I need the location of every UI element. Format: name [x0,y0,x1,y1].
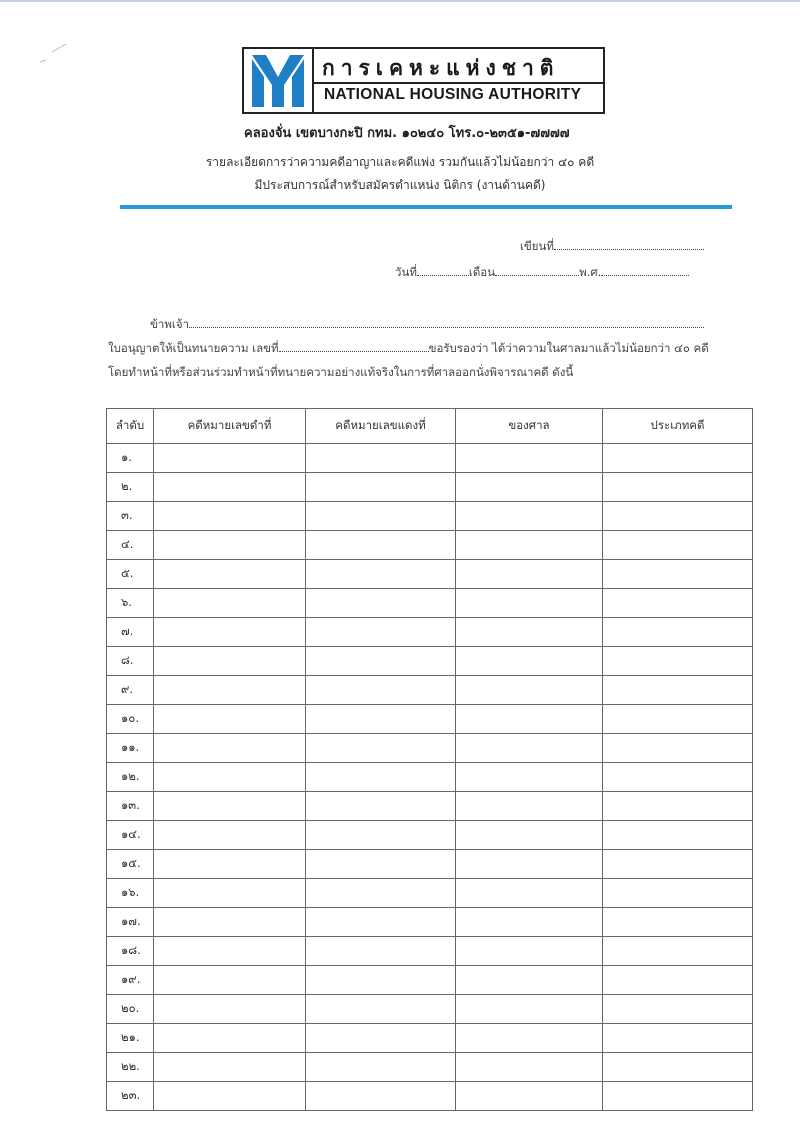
certify-text: ขอรับรองว่า ได้ว่าความในศาลมาแล้วไม่น้อยกว่า ๔๐ คดี [428,341,709,355]
court-cell[interactable] [456,763,603,792]
red-case-cell[interactable] [306,473,456,502]
written-at-field[interactable] [554,239,704,250]
table-row [107,1053,753,1082]
declarant-label: ข้าพเจ้า [150,317,190,331]
court-cell[interactable] [456,937,603,966]
court-cell[interactable] [456,734,603,763]
case-type-cell[interactable] [603,647,753,676]
row-number: ๘. [107,647,154,676]
case-type-cell[interactable] [603,763,753,792]
court-cell[interactable] [456,792,603,821]
court-cell[interactable] [456,589,603,618]
red-case-cell[interactable] [306,676,456,705]
month-field[interactable] [495,265,579,276]
court-cell[interactable] [456,676,603,705]
row-number: ๒๒. [107,1053,154,1082]
red-case-cell[interactable] [306,618,456,647]
court-cell[interactable] [456,1082,603,1111]
logo-divider [314,82,603,84]
case-type-cell[interactable] [603,734,753,763]
red-case-cell[interactable] [306,966,456,995]
red-case-cell[interactable] [306,821,456,850]
row-number: ๑๔. [107,821,154,850]
red-case-cell[interactable] [306,937,456,966]
declarant-name-field[interactable] [189,317,704,328]
table-row [107,1024,753,1053]
case-type-cell[interactable] [603,705,753,734]
case-type-cell[interactable] [603,560,753,589]
row-number: ๑๗. [107,908,154,937]
case-type-cell[interactable] [603,589,753,618]
row-number: ๒๑. [107,1024,154,1053]
black-case-cell[interactable] [154,821,306,850]
row-number: ๑๐. [107,705,154,734]
red-case-cell[interactable] [306,531,456,560]
table-row [107,792,753,821]
row-number: ๑๘. [107,937,154,966]
case-type-cell[interactable] [603,1082,753,1111]
day-label: วันที่ [395,265,417,279]
court-cell[interactable] [456,908,603,937]
row-number: ๔. [107,531,154,560]
red-case-cell[interactable] [306,763,456,792]
red-case-cell[interactable] [306,1024,456,1053]
black-case-cell[interactable] [154,879,306,908]
row-number: ๑๒. [107,763,154,792]
written-at-label: เขียนที่ [520,239,554,253]
case-type-cell[interactable] [603,502,753,531]
black-case-cell[interactable] [154,937,306,966]
scan-speck [38,42,68,68]
row-number: ๑๓. [107,792,154,821]
row-number: ๒๓. [107,1082,154,1111]
red-case-cell[interactable] [306,734,456,763]
red-case-cell[interactable] [306,1082,456,1111]
case-type-cell[interactable] [603,995,753,1024]
table-row [107,763,753,792]
row-number: ๙. [107,676,154,705]
court-cell[interactable] [456,879,603,908]
license-number-field[interactable] [279,341,429,352]
declarant-row [150,316,704,334]
black-case-cell[interactable] [154,734,306,763]
table-row [107,879,753,908]
license-row [108,340,709,358]
case-type-cell[interactable] [603,908,753,937]
case-type-cell[interactable] [603,1024,753,1053]
court-cell[interactable] [456,531,603,560]
table-row [107,966,753,995]
court-cell[interactable] [456,966,603,995]
row-number: ๑๙. [107,966,154,995]
table-row [107,647,753,676]
table-row [107,531,753,560]
table-row [107,821,753,850]
case-type-cell[interactable] [603,937,753,966]
header-red-case-no: คดีหมายเลขแดงที่ [306,409,456,444]
table-row [107,502,753,531]
black-case-cell[interactable] [154,647,306,676]
case-table-body [107,444,753,1111]
black-case-cell[interactable] [154,1024,306,1053]
row-number: ๑. [107,444,154,473]
row-number: ๑๕. [107,850,154,879]
case-type-cell[interactable] [603,792,753,821]
case-type-cell[interactable] [603,879,753,908]
red-case-cell[interactable] [306,1053,456,1082]
document-title: รายละเอียดการว่าความคดีอาญาและคดีแพ่ง รวมกันแล้วไม่น้อยกว่า ๔๐ คดี [205,155,595,169]
red-case-cell[interactable] [306,444,456,473]
table-row [107,560,753,589]
case-type-cell[interactable] [603,1053,753,1082]
logo-thai-text: การเคหะแห่งชาติ [322,56,560,80]
black-case-cell[interactable] [154,995,306,1024]
month-label: เดือน [468,265,496,279]
black-case-cell[interactable] [154,705,306,734]
day-field[interactable] [417,265,469,276]
row-number: ๗. [107,618,154,647]
red-case-cell[interactable] [306,502,456,531]
table-row [107,908,753,937]
year-field[interactable] [601,265,689,276]
date-row [395,264,689,282]
table-row [107,589,753,618]
court-cell[interactable] [456,850,603,879]
statement-line: โดยทำหน้าที่หรือส่วนร่วมทำหน้าที่ทนายความอย่างแท้จริงในการที่ศาลออกนั่งพิจารณาคดี ดังนี้ [108,365,574,379]
red-case-cell[interactable] [306,705,456,734]
case-type-cell[interactable] [603,473,753,502]
nha-emblem-icon [244,49,314,112]
header-court: ของศาล [456,409,603,444]
black-case-cell[interactable] [154,763,306,792]
black-case-cell[interactable] [154,618,306,647]
court-cell[interactable] [456,705,603,734]
court-cell[interactable] [456,1053,603,1082]
case-type-cell[interactable] [603,444,753,473]
red-case-cell[interactable] [306,995,456,1024]
table-row [107,676,753,705]
license-label: ใบอนุญาตให้เป็นทนายความ เลขที่ [108,341,279,355]
document-subtitle: มีประสบการณ์สำหรับสมัครตำแหน่ง นิติกร (งานด้านคดี) [254,178,546,192]
court-cell[interactable] [456,618,603,647]
row-number: ๕. [107,560,154,589]
row-number: ๑๑. [107,734,154,763]
nha-logo [242,47,605,114]
black-case-cell[interactable] [154,676,306,705]
court-cell[interactable] [456,647,603,676]
black-case-cell[interactable] [154,473,306,502]
header-case-type: ประเภทคดี [603,409,753,444]
table-header-row [107,409,753,444]
year-label: พ.ศ. [579,265,602,279]
red-case-cell[interactable] [306,589,456,618]
header-black-case-no: คดีหมายเลขดำที่ [154,409,306,444]
address-line: คลองจั่น เขตบางกะปิ กทม. ๑๐๒๔๐ โทร.๐-๒๓๕๑-๗๗๗๗ [244,126,570,141]
case-type-cell[interactable] [603,531,753,560]
case-type-cell[interactable] [603,618,753,647]
row-number: ๒๐. [107,995,154,1024]
top-edge-line [0,0,800,2]
black-case-cell[interactable] [154,560,306,589]
red-case-cell[interactable] [306,850,456,879]
court-cell[interactable] [456,995,603,1024]
black-case-cell[interactable] [154,589,306,618]
black-case-cell[interactable] [154,1082,306,1111]
table-row [107,618,753,647]
table-row [107,1082,753,1111]
accent-divider [120,205,732,209]
court-cell[interactable] [456,502,603,531]
case-table [106,408,753,1111]
row-number: ๖. [107,589,154,618]
red-case-cell[interactable] [306,792,456,821]
red-case-cell[interactable] [306,908,456,937]
case-type-cell[interactable] [603,821,753,850]
table-row [107,705,753,734]
logo-english-text: NATIONAL HOUSING AUTHORITY [324,86,582,103]
case-type-cell[interactable] [603,966,753,995]
court-cell[interactable] [456,560,603,589]
table-row [107,937,753,966]
table-row [107,473,753,502]
court-cell[interactable] [456,473,603,502]
court-cell[interactable] [456,1024,603,1053]
row-number: ๑๖. [107,879,154,908]
table-row [107,850,753,879]
red-case-cell[interactable] [306,879,456,908]
black-case-cell[interactable] [154,792,306,821]
red-case-cell[interactable] [306,647,456,676]
row-number: ๒. [107,473,154,502]
table-row [107,444,753,473]
row-number: ๓. [107,502,154,531]
red-case-cell[interactable] [306,560,456,589]
black-case-cell[interactable] [154,531,306,560]
table-row [107,734,753,763]
table-row [107,995,753,1024]
header-order: ลำดับ [107,409,154,444]
black-case-cell[interactable] [154,444,306,473]
black-case-cell[interactable] [154,850,306,879]
case-type-cell[interactable] [603,850,753,879]
court-cell[interactable] [456,821,603,850]
black-case-cell[interactable] [154,502,306,531]
court-cell[interactable] [456,444,603,473]
case-type-cell[interactable] [603,676,753,705]
black-case-cell[interactable] [154,908,306,937]
black-case-cell[interactable] [154,1053,306,1082]
black-case-cell[interactable] [154,966,306,995]
written-at-row [520,238,704,256]
